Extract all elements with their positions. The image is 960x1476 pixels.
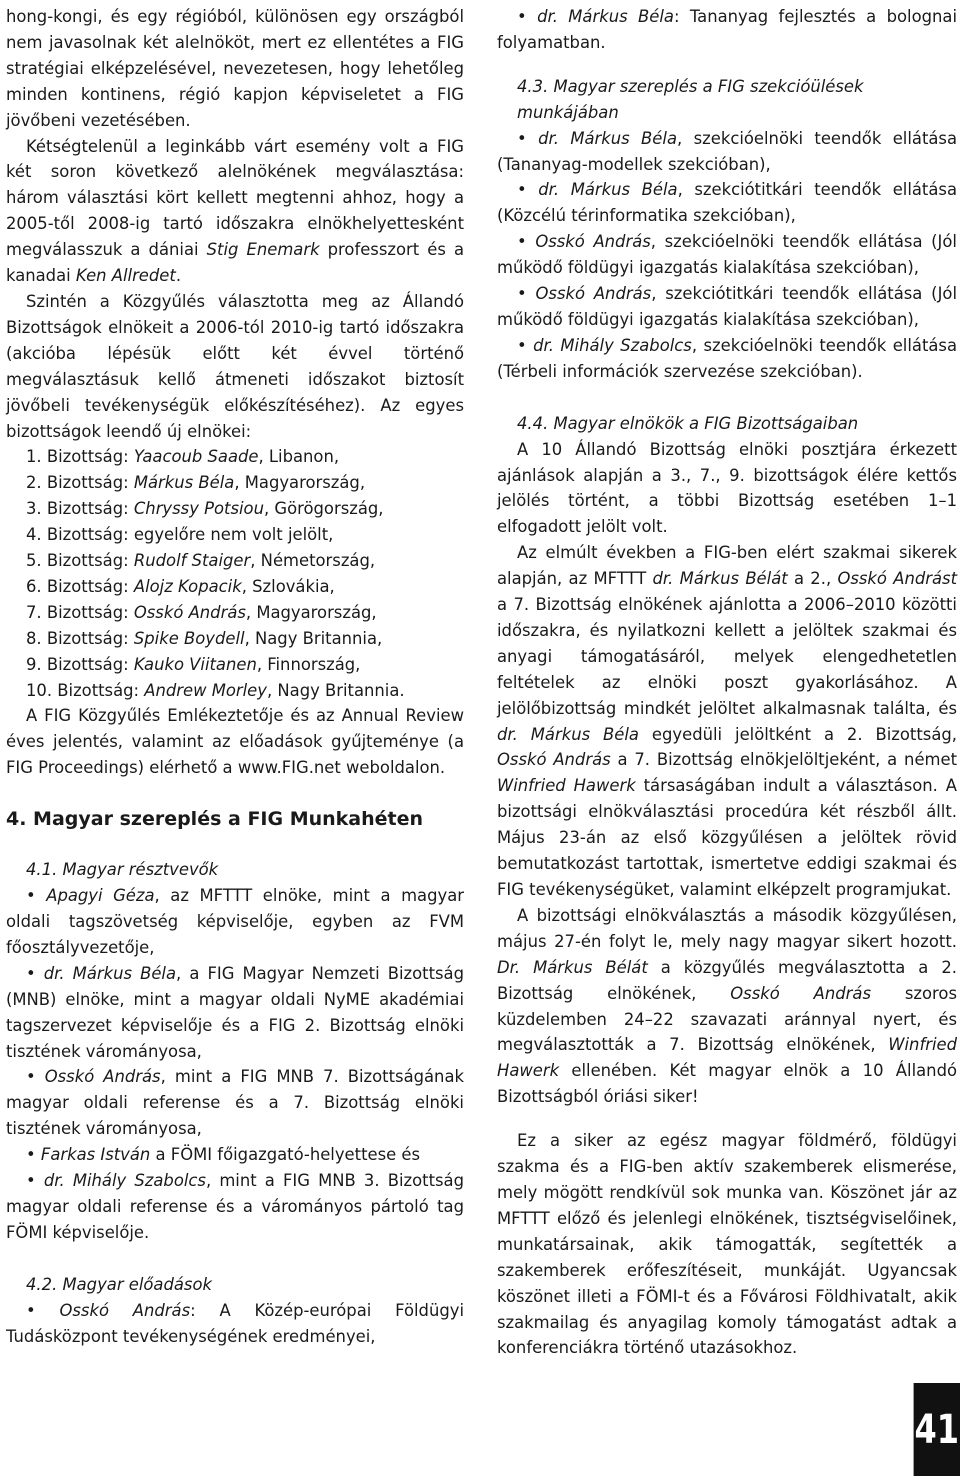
bullet-item: • Osskó András, szekciótitkári teendők ellátása (Jól működő földügyi igazgatás kialakítása szekcióban),: [497, 284, 957, 329]
paragraph: A bizottsági elnökválasztás a második közgyűlésen, május 27-én folyt le, mely nagy magyar sikert hozott. Dr. Márkus Bélát a közgyűlés megválasztotta a 2. Bizottság elnökének, Osskó András szoros küzdelemben 24–22 szavazati aránnyal nyert, és megválasztották a 7. Bizottság elnökének, Winfried Hawerk ellenében. Két magyar elnök a 10 Állandó Bizottságból óriási siker!: [497, 905, 957, 1107]
bullet-item: • dr. Márkus Béla, szekciótitkári teendők ellátása (Közcélú térinformatika szekcióban),: [497, 180, 957, 226]
commission-list: [6, 444, 464, 703]
paragraph: Szintén a Közgyűlés választotta meg az Állandó Bizottságok elnökeit a 2006-tól 2010-ig tartó időszakra (akcióba lépésük előtt két évvel történő megválasztásuk kellő átmeneti időszakot biztosít jövőbeli tevékenységük előkészítéséhez). Az egyes bizottságok leendő új elnökei:: [6, 291, 464, 441]
paragraph: Kétségtelenül a leginkább várt esemény volt a FIG két soron következő alelnökének megválasztása: három választási kört kellett megtenni ahhoz, hogy a 2005-től 2008-ig tartó időszakra elnökhelyettesként megválasszuk a dániai Stig Enemark professzort és a kanadai Ken Allredet.: [6, 136, 464, 286]
right-column: [497, 4, 957, 1361]
list-item: 5. Bizottság: Rudolf Staiger, Németország,: [26, 551, 376, 571]
list-item: 7. Bizottság: Osskó András, Magyarország,: [26, 602, 377, 622]
list-item: 2. Bizottság: Márkus Béla, Magyarország,: [26, 473, 366, 493]
person-name: Stig Enemark: [206, 240, 320, 260]
subsection-title: 4.3. Magyar szereplés a FIG szekcióülések munkájában: [517, 76, 864, 122]
paragraph: Az elmúlt években a FIG-ben elért szakmai sikerek alapján, az MFTTT dr. Márkus Bélát a 2., Osskó Andrást a 7. Bizottság elnökének ajánlotta a 2006–2010 közötti időszakra, és nyilatkozni kellett a jelöltek szakmai és anyagi támogatásáról, melyek elengedhetetlen feltételek az elnöki poszt gyakorlásához. A jelölőbizottság mindkét jelöltet alkalmasnak találta, és dr. Márkus Béla egyedüli jelöltként a 2. Bizottság, Osskó András a 7. Bizottság elnökjelöltjeként, a német Winfried Hawerk társaságában indult a választáson. A bizottsági elnökválasztási procedúra két részből állt. Május 23-án az első közgyűlésen a jelöltek rövid bemutatkozást tartottak, ismertetve eddigi szakmai és FIG tevékenységüket, valamint elképzelt programjukat.: [497, 543, 958, 899]
section-heading: 4. Magyar szereplés a FIG Munkahéten: [6, 808, 424, 831]
paragraph: A FIG Közgyűlés Emlékeztetője és az Annual Review éves jelentés, valamint az előadások gyűjteménye (a FIG Proceedings) elérhető a www.FIG.net weboldalon.: [6, 706, 464, 778]
paragraph: Ez a siker az egész magyar földmérő, földügyi szakma és a FIG-ben aktív szakemberek elismerése, mely mögött rendkívül sok munka van. Köszönet jár az MFTTT előző és jelenlegi elnökének, tisztségviselőinek, munkatársainak, akik támogatták, segítették a szakemberek erőfeszítéseit, munkáját. Ugyancsak köszönet illeti a FÖMI-t és a Fővárosi Földhivatalt, akik szakmailag és anyagilag komoly támogatást adtak a konferenciákra történő utazásokhoz.: [497, 1131, 957, 1358]
bullet-item: • Osskó András, szekcióelnöki teendők ellátása (Jól működő földügyi igazgatás kialakítása szekcióban),: [497, 232, 957, 278]
bullet-item: • Apagyi Géza, az MFTTT elnöke, mint a magyar oldali tagszövetség képviselője, egyben az FVM főosztályvezetője,: [6, 886, 464, 957]
bullet-item: • dr. Mihály Szabolcs, szekcióelnöki teendők ellátása (Térbeli információk szervezése szekcióban).: [497, 335, 957, 381]
bullet-item: • dr. Mihály Szabolcs, mint a FIG MNB 3. Bizottság magyar oldali referense és a várományos pártoló tag FÖMI képviselője.: [6, 1171, 464, 1242]
bullet-item: • Osskó András, mint a FIG MNB 7. Bizottságának magyar oldali referense és a 7. Bizottság elnöki tisztének várományosa,: [6, 1067, 464, 1139]
subsection-title: 4.4. Magyar elnökök a FIG Bizottságaiban: [517, 413, 859, 433]
paragraph: hong-kongi, és egy régióból, különösen egy országból nem javasolnak két alelnököt, mert ez ellentétes a FIG stratégiai elképzelésével, nevezetesen, hogy lehetőleg minden kontinens, régió kapjon képviseletet a FIG jövőbeni vezetésében.: [6, 7, 464, 130]
subsection-title: 4.2. Magyar előadások: [26, 1274, 212, 1294]
bullet-item: • dr. Márkus Béla, szekcióelnöki teendők ellátása (Tananyag-modellek szekcióban),: [497, 128, 958, 174]
subsection-title: 4.1. Magyar résztvevők: [26, 860, 219, 880]
list-item: 4. Bizottság: egyelőre nem volt jelölt,: [26, 525, 334, 545]
list-item: 1. Bizottság: Yaacoub Saade, Libanon,: [26, 447, 340, 467]
list-item: 6. Bizottság: Alojz Kopacik, Szlovákia,: [26, 576, 335, 596]
left-column: [6, 4, 464, 1350]
paragraph: A 10 Állandó Bizottság elnöki posztjára érkezett ajánlások alapján a 3., 7., 9. bizottságok élére kettős jelölés történt, a többi Bizottság esetében 1–1 elfogadott jelölt volt.: [497, 439, 957, 537]
list-item: 3. Bizottság: Chryssy Potsiou, Görögország,: [26, 499, 384, 519]
person-name: Ken Allredet: [75, 266, 176, 286]
bullet-item: • Osskó András: A Közép-európai Földügyi Tudásközpont tevékenységének eredményei,: [6, 1300, 464, 1346]
bullet-item: • Farkas István a FÖMI főigazgató-helyettese és: [26, 1145, 421, 1165]
list-item: 10. Bizottság: Andrew Morley, Nagy Britannia.: [26, 680, 405, 700]
bullet-item: • dr. Márkus Béla: Tananyag fejlesztés a bolognai folyamatban.: [497, 7, 957, 52]
bullet-item: • dr. Márkus Béla, a FIG Magyar Nemzeti Bizottság (MNB) elnöke, mint a magyar oldali NyME akadémiai tagszervezet képviselője és a FIG 2. Bizottság elnöki tisztének várományosa,: [6, 963, 464, 1061]
list-item: 8. Bizottság: Spike Boydell, Nagy Britannia,: [26, 628, 383, 648]
list-item: 9. Bizottság: Kauko Viitanen, Finnország,: [26, 654, 361, 674]
page-number: 41: [914, 1383, 960, 1476]
